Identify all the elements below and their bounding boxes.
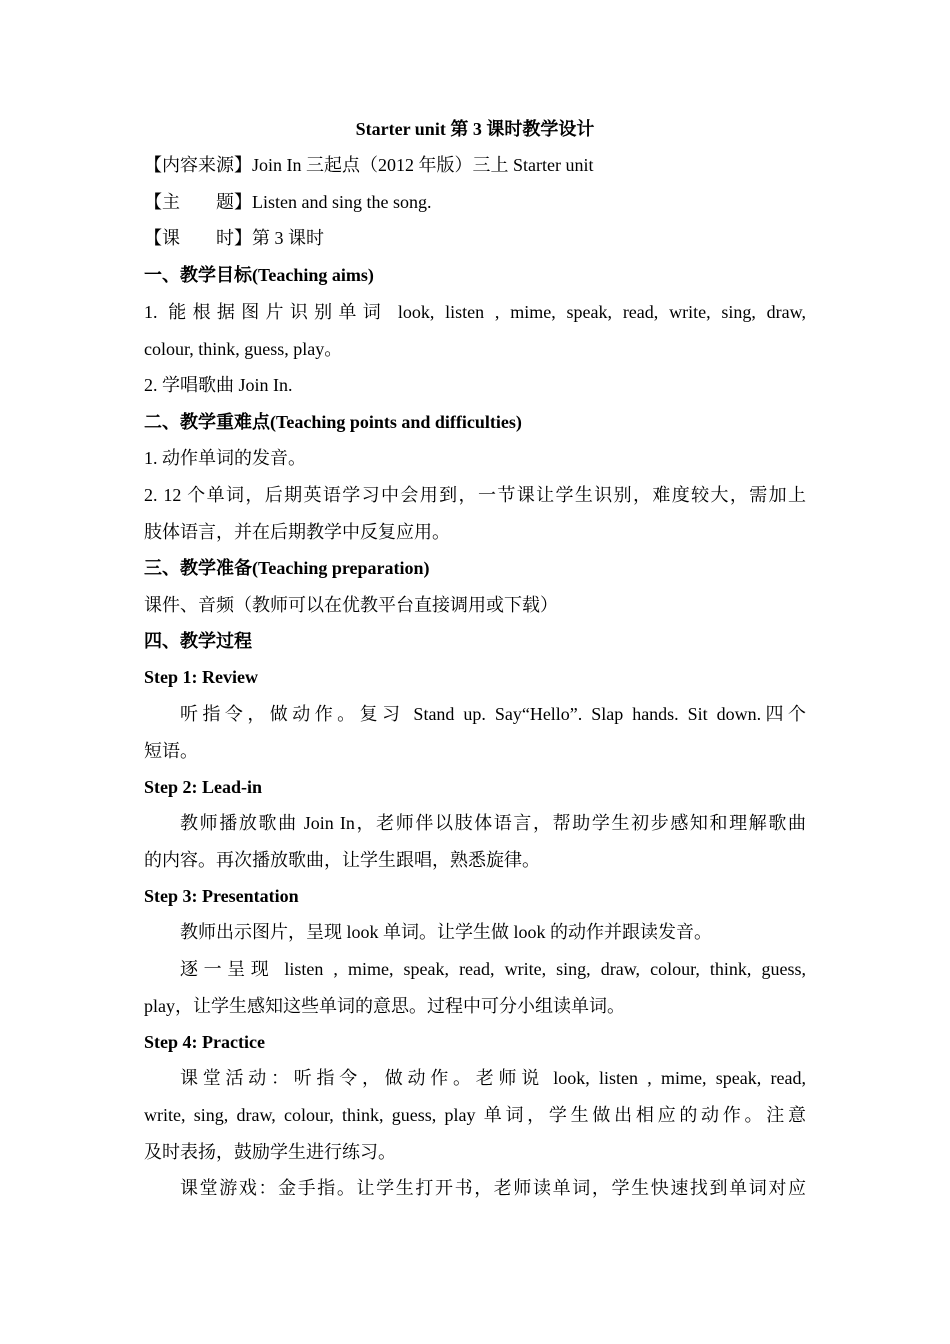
section-heading-aims: 一、教学目标(Teaching aims) bbox=[144, 265, 374, 285]
step-3-line-1: 教师出示图片，呈现 look 单词。让学生做 look 的动作并跟读发音。 bbox=[180, 922, 712, 942]
step-4-line-1: 课堂活动：听指令，做动作。老师说 look, listen , mime, speak, read, bbox=[180, 1068, 806, 1088]
step-4-line-2: write, sing, draw, colour, think, guess, play 单词，学生做出相应的动作。注意 bbox=[144, 1105, 806, 1125]
meta-topic: 【主 题】Listen and sing the song. bbox=[144, 192, 432, 212]
points-item-1: 1. 动作单词的发音。 bbox=[144, 448, 306, 468]
step-1-line-1: 听指令，做动作。复习 Stand up. Say“Hello”. Slap hands. Sit down.四个 bbox=[180, 704, 806, 724]
points-item-2-line-2: 肢体语言，并在后期教学中反复应用。 bbox=[144, 522, 450, 542]
section-heading-process: 四、教学过程 bbox=[144, 631, 252, 651]
step-2-line-2: 的内容。再次播放歌曲，让学生跟唱，熟悉旋律。 bbox=[144, 850, 540, 870]
prep-text: 课件、音频（教师可以在优教平台直接调用或下载） bbox=[144, 595, 558, 615]
step-3-line-2: 逐一呈现 listen , mime, speak, read, write, sing, draw, colour, think, guess, bbox=[180, 959, 806, 979]
step-2-line-1: 教师播放歌曲 Join In，老师伴以肢体语言，帮助学生初步感知和理解歌曲 bbox=[180, 813, 806, 833]
aims-item-1-line-2: colour, think, guess, play。 bbox=[144, 339, 343, 359]
step-3-line-3: play，让学生感知这些单词的意思。过程中可分小组读单词。 bbox=[144, 996, 625, 1016]
step-1-line-2: 短语。 bbox=[144, 741, 198, 761]
aims-item-1-line-1: 1. 能根据图片识别单词 look, listen , mime, speak, read, write, sing, draw, bbox=[144, 302, 806, 322]
step-1-title: Step 1: Review bbox=[144, 667, 258, 687]
points-item-2-line-1: 2. 12 个单词，后期英语学习中会用到，一节课让学生识别，难度较大，需加上 bbox=[144, 485, 806, 505]
section-heading-points: 二、教学重难点(Teaching points and difficulties) bbox=[144, 412, 522, 432]
meta-period: 【课 时】第 3 课时 bbox=[144, 228, 324, 248]
meta-source: 【内容来源】Join In 三起点（2012 年版）三上 Starter unit bbox=[144, 155, 594, 175]
step-2-title: Step 2: Lead-in bbox=[144, 777, 263, 797]
step-4-line-4: 课堂游戏：金手指。让学生打开书，老师读单词，学生快速找到单词对应 bbox=[180, 1178, 806, 1198]
step-3-title: Step 3: Presentation bbox=[144, 886, 299, 906]
section-heading-prep: 三、教学准备(Teaching preparation) bbox=[144, 558, 430, 578]
aims-item-2: 2. 学唱歌曲 Join In. bbox=[144, 375, 293, 395]
step-4-title: Step 4: Practice bbox=[144, 1032, 265, 1052]
document-title: Starter unit 第 3 课时教学设计 bbox=[355, 119, 595, 139]
step-4-line-3: 及时表扬，鼓励学生进行练习。 bbox=[144, 1142, 396, 1162]
